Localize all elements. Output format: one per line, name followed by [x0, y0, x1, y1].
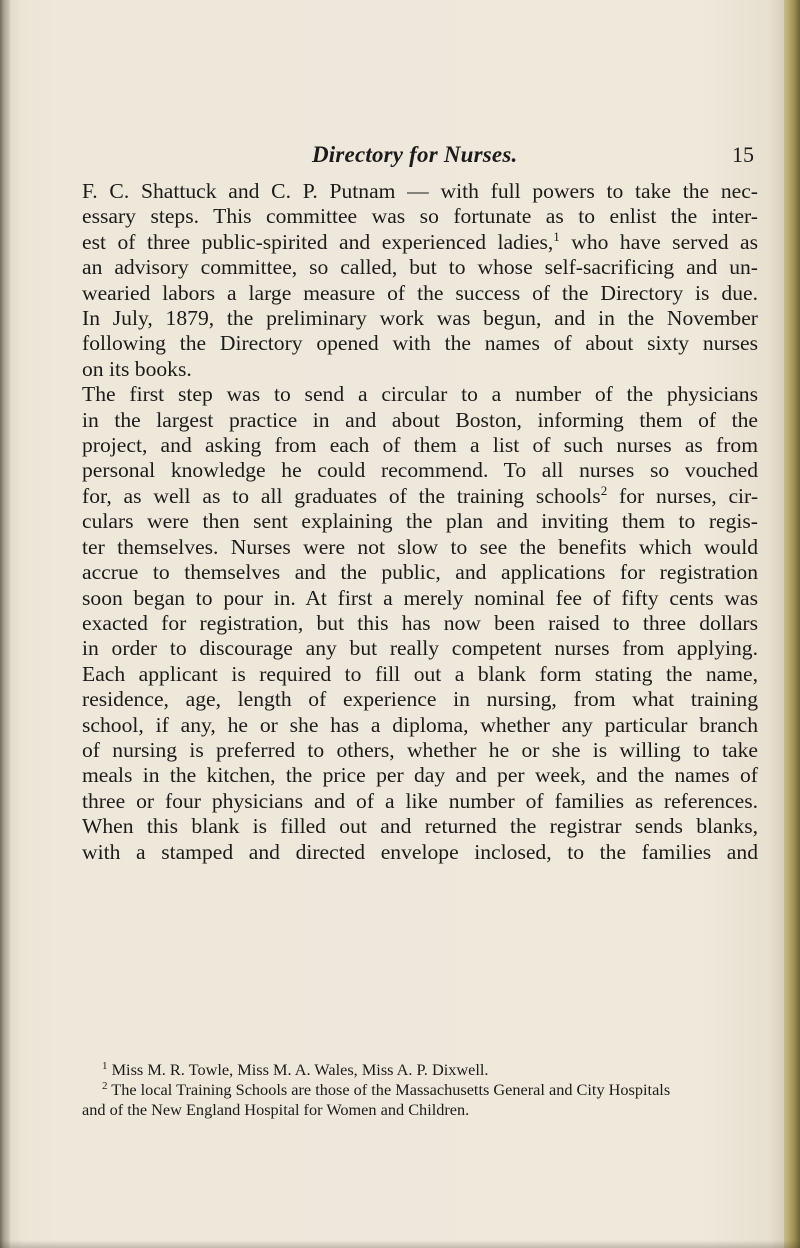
- text-line: with a stamped and directed envelope inclosed, to the families and: [82, 839, 758, 864]
- text-line: of nursing is preferred to others, whether he or she is willing to take: [82, 737, 758, 762]
- footnote-marker: 1: [102, 1060, 108, 1072]
- text-line: residence, age, length of experience in nursing, from what training: [82, 687, 758, 712]
- text-line: The first step was to send a circular to a number of the physicians: [82, 382, 758, 407]
- running-head: [82, 142, 762, 176]
- text-line: Each applicant is required to fill out a blank form stating the name,: [82, 661, 758, 686]
- text-line: meals in the kitchen, the price per day and per week, and the names of: [82, 763, 758, 788]
- text-line: est of three public-spirited and experienced ladies,$^1$ who have served as: [82, 228, 759, 254]
- text-line: in order to discourage any but really competent nurses from applying.: [82, 636, 758, 661]
- text-line: wearied labors a large measure of the success of the Directory is due.: [82, 280, 758, 305]
- footnote-ref: 2: [600, 482, 608, 498]
- page-number: 15: [732, 142, 754, 167]
- footnote-marker: 2: [102, 1080, 108, 1092]
- text-line: personal knowledge he could recommend. To all nurses so vouched: [82, 458, 758, 483]
- text-line: three or four physicians and of a like number of families as references.: [82, 788, 758, 813]
- text-line: an advisory committee, so called, but to whose self-sacrificing and un-: [82, 255, 758, 280]
- book-edge: [784, 0, 800, 1248]
- text-line: When this blank is filled out and returned the registrar sends blanks,: [82, 814, 758, 839]
- footnote-1: $^1$ Miss M. R. Towle, Miss M. A. Wales, Miss A. P. Dixwell.: [102, 1060, 489, 1079]
- footnote-ref: 1: [553, 228, 560, 244]
- text-line: soon began to pour in. At first a merely nominal fee of fifty cents was: [82, 585, 758, 610]
- text-line: ter themselves. Nurses were not slow to see the benefits which would: [82, 534, 758, 559]
- text-line: accrue to themselves and the public, and applications for registration: [82, 560, 758, 585]
- running-title: Directory for Nurses.: [312, 142, 518, 167]
- text-line: essary steps. This committee was so fortunate as to enlist the inter-: [82, 204, 758, 229]
- text-line: In July, 1879, the preliminary work was begun, and in the November: [82, 306, 758, 331]
- page-bottom-shadow: [0, 1240, 800, 1248]
- text-line: on its books.: [82, 356, 192, 381]
- text-line: F. C. Shattuck and C. P. Putnam — with full powers to take the nec-: [82, 179, 758, 203]
- text-line: exacted for registration, but this has now been raised to three dollars: [82, 610, 758, 635]
- page-gutter-shadow: [0, 0, 10, 1248]
- text-line: school, if any, he or she has a diploma, whether any particular branch: [82, 712, 758, 737]
- footnote-2-continued: and of the New England Hospital for Women and Children.: [82, 1100, 470, 1119]
- text-line: culars were then sent explaining the plan and inviting them to regis-: [82, 509, 758, 534]
- footnotes: [82, 1060, 758, 1120]
- text-line: in the largest practice in and about Boston, informing them of the: [82, 407, 758, 432]
- text-line: project, and asking from each of them a list of such nurses as from: [82, 433, 758, 458]
- body-text: [82, 179, 758, 865]
- text-line: following the Directory opened with the names of about sixty nurses: [82, 331, 758, 356]
- text-line: for, as well as to all graduates of the training schools$^2$ for nurses, cir-: [82, 482, 759, 508]
- footnote-2: $^2$ The local Training Schools are those of the Massachusetts General and City Hospitals: [102, 1080, 671, 1099]
